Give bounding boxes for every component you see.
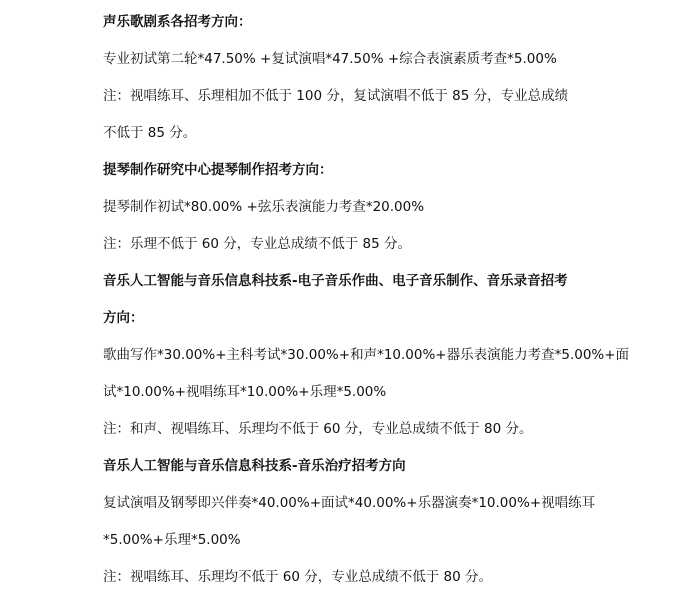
score-formula: 歌曲写作*30.00%+主科考试*30.00%+和声*10.00%+器乐表演能力考查*5.00%+面 bbox=[103, 347, 630, 363]
requirement-note: 注：视唱练耳、乐理均不低于 60 分，专业总成绩不低于 80 分。 bbox=[103, 569, 493, 585]
requirement-note: 注：和声、视唱练耳、乐理均不低于 60 分，专业总成绩不低于 80 分。 bbox=[103, 421, 533, 437]
section-heading: 音乐人工智能与音乐信息科技系-电子音乐作曲、电子音乐制作、音乐录音招考 bbox=[103, 273, 568, 289]
section-heading: 声乐歌剧系各招考方向： bbox=[103, 14, 252, 30]
section-heading: 提琴制作研究中心提琴制作招考方向： bbox=[103, 162, 333, 178]
requirement-note: 注：乐理不低于 60 分，专业总成绩不低于 85 分。 bbox=[103, 236, 412, 252]
score-formula-continued: *5.00%+乐理*5.00% bbox=[103, 532, 241, 548]
score-formula: 复试演唱及钢琴即兴伴奏*40.00%+面试*40.00%+乐器演奏*10.00%+视唱练耳 bbox=[103, 495, 596, 511]
score-formula: 提琴制作初试*80.00% +弦乐表演能力考查*20.00% bbox=[103, 199, 425, 215]
requirement-note-continued: 不低于 85 分。 bbox=[103, 125, 197, 141]
section-heading-continued: 方向： bbox=[103, 310, 144, 326]
score-formula: 专业初试第二轮*47.50% +复试演唱*47.50% +综合表演素质考查*5.00% bbox=[103, 51, 557, 67]
section-heading: 音乐人工智能与音乐信息科技系-音乐治疗招考方向 bbox=[103, 458, 406, 474]
score-formula-continued: 试*10.00%+视唱练耳*10.00%+乐理*5.00% bbox=[103, 384, 387, 400]
requirement-note: 注：视唱练耳、乐理相加不低于 100 分，复试演唱不低于 85 分，专业总成绩 bbox=[103, 88, 569, 104]
